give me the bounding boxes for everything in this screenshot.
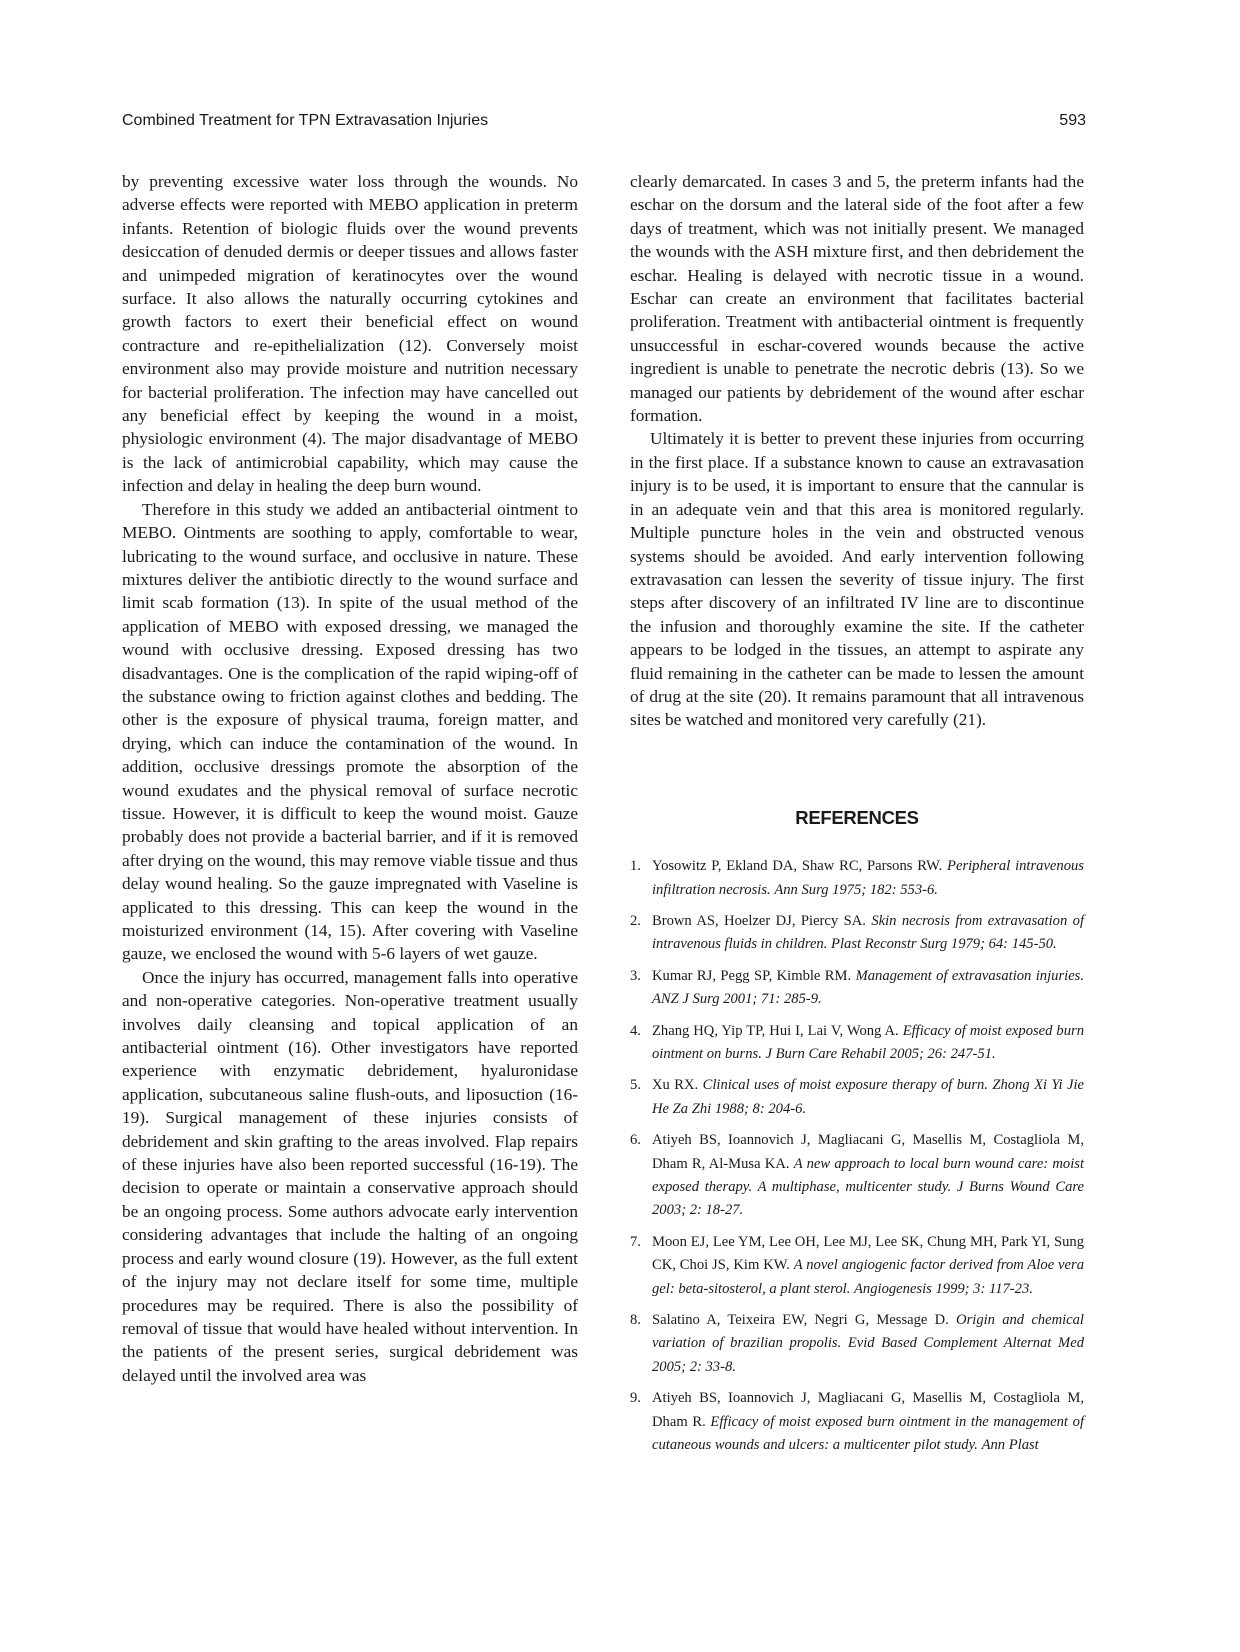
page-number: 593 (1059, 112, 1086, 129)
running-title: Combined Treatment for TPN Extravasation Injuries (122, 112, 489, 129)
reference-item (630, 1231, 1084, 1301)
reference-item (630, 1309, 1084, 1379)
reference-number: 1. (630, 858, 641, 875)
reference-title: Peripheral intravenous infiltration necrosis. (652, 858, 1084, 898)
reference-authors: Moon EJ, Lee YM, Lee OH, Lee MJ, Lee SK, Chung MH, Park YI, Sung CK, Choi JS, Kim KW. (652, 1233, 1084, 1274)
reference-authors: Atiyeh BS, Ioannovich J, Magliacani G, Masellis M, Costagliola M, Dham R. (652, 1390, 1084, 1430)
reference-number: 4. (630, 1022, 641, 1039)
reference-authors: Zhang HQ, Yip TP, Hui I, Lai V, Wong A. (652, 1022, 899, 1039)
reference-item (630, 1074, 1084, 1121)
reference-title: Clinical uses of moist exposure therapy of burn. (702, 1077, 988, 1094)
reference-journal: ANZ J Surg 2001; 71: 285-9. (652, 991, 822, 1008)
right-column (630, 170, 1084, 1590)
reference-authors: Kumar RJ, Pegg SP, Kimble RM. (652, 967, 852, 984)
reference-authors: Atiyeh BS, Ioannovich J, Magliacani G, Masellis M, Costagliola M, Dham R, Al-Musa KA. (652, 1132, 1084, 1172)
reference-title: A novel angiogenic factor derived from Aloe vera gel: beta-sitosterol, a plant sterol. (652, 1257, 1084, 1297)
reference-item (630, 1020, 1084, 1067)
reference-title: Skin necrosis from extravasation of intravenous fluids in children. (652, 912, 1085, 953)
body-paragraph: Once the injury has occurred, management falls into operative and non-operative categories. Non-operative treatment usually involves daily cleansing and topical application of an antibacterial ointment (16). Other investigators have reported experience with enzymatic debridement, hyaluronidase application, subcutaneous saline flush-outs, and liposuction (16-19). Surgical management of these injuries consists of debridement and skin grafting to the areas involved. Flap repairs of these injuries have also been reported successful (16-19). The decision to operate or maintain a conservative approach should be an ongoing process. Some authors advocate early intervention considering advantages that include the halting of an ongoing process and early wound closure (19). However, as the full extent of the injury may not declare itself for some time, multiple procedures may be required. There is also the possibility of removal of tissue that would have healed without intervention. In the patients of the present series, surgical debridement was delayed until the involved area was (122, 967, 578, 1385)
body-paragraph: Therefore in this study we added an antibacterial ointment to MEBO. Ointments are soothing to apply, comfortable to wear, lubricating to the wound surface, and occlusive in nature. These mixtures deliver the antibiotic directly to the wound surface and limit scab formation (13). In spite of the usual method of the application of MEBO with exposed dressing, we managed the wound with occlusive dressing. Exposed dressing has two disadvantages. One is the complication of the rapid wiping-off of the substance owing to friction against clothes and bedding. The other is the exposure of physical trauma, foreign matter, and drying, which can induce the contamination of the wound. In addition, occlusive dressings promote the absorption of the wound exudates and the physical removal of surface necrotic tissue. However, it is difficult to keep the wound moist. Gauze probably does not provide a bacterial barrier, and if it is removed after drying on the wound, this may remove viable tissue and thus delay wound healing. So the gauze impregnated with Vaseline is applicated to this dressing. This can keep the wound in the moisturized environment (14, 15). After covering with Vaseline gauze, we enclosed the wound with 5-6 layers of wet gauze. (122, 499, 578, 964)
reference-journal: Ann Plast (981, 1437, 1039, 1454)
reference-authors: Yosowitz P, Ekland DA, Shaw RC, Parsons RW. (652, 858, 943, 875)
reference-journal: Zhong Xi Yi Jie He Za Zhi 1988; 8: 204-6. (652, 1077, 1084, 1117)
reference-item (630, 965, 1084, 1012)
reference-number: 3. (630, 967, 641, 984)
body-paragraph: by preventing excessive water loss through the wounds. No adverse effects were reported with MEBO application in preterm infants. Retention of biologic fluids over the wound prevents desiccation of denuded dermis or deeper tissues and allows faster and unimpeded migration of keratinocytes over the wound surface. It also allows the naturally occurring cytokines and growth factors to exert their beneficial effect on wound contracture and re-epithelialization (12). Conversely moist environment also may provide moisture and nutrition necessary for bacterial proliferation. The infection may have cancelled out any beneficial effect by keeping the wound in a moist, physiologic environment (4). The major disadvantage of MEBO is the lack of antimicrobial capability, which may cause the infection and delay in healing the deep burn wound. (122, 172, 578, 496)
reference-journal: J Burn Care Rehabil 2005; 26: 247-51. (765, 1046, 996, 1062)
reference-item (630, 1129, 1084, 1223)
reference-item (630, 855, 1084, 902)
reference-journal: Plast Reconstr Surg 1979; 64: 145-50. (831, 936, 1057, 953)
reference-title: A new approach to local burn wound care: moist exposed therapy. A multiphase, multicenter study. (652, 1155, 1084, 1196)
reference-number: 5. (630, 1077, 641, 1094)
reference-title: Efficacy of moist exposed burn ointment on burns. (652, 1022, 1084, 1062)
reference-authors: Xu RX. (652, 1077, 699, 1094)
reference-authors: Salatino A, Teixeira EW, Negri G, Message D. (652, 1312, 949, 1329)
reference-title: Efficacy of moist exposed burn ointment in the management of cutaneous wounds and ulcers: a multicenter pilot study. (652, 1413, 1085, 1454)
reference-title: Management of extravasation injuries. (855, 967, 1084, 984)
reference-item (630, 1387, 1084, 1457)
reference-journal: Evid Based Complement Alternat Med 2005; 2: 33-8. (652, 1335, 1084, 1375)
reference-title: Origin and chemical variation of brazilian propolis. (652, 1312, 1084, 1352)
reference-authors: Brown AS, Hoelzer DJ, Piercy SA. (652, 912, 866, 929)
references-heading: REFERENCES (795, 806, 919, 828)
reference-item (630, 910, 1084, 957)
running-header (122, 112, 1086, 142)
reference-number: 2. (630, 912, 641, 929)
reference-number: 7. (630, 1233, 641, 1250)
reference-number: 6. (630, 1132, 641, 1149)
body-paragraph: clearly demarcated. In cases 3 and 5, the preterm infants had the eschar on the dorsum and the lateral side of the foot after a few days of treatment, which was not initially present. We managed the wounds with the ASH mixture first, and then debridement the eschar. Healing is delayed with necrotic tissue in a wound. Eschar can create an environment that facilitates bacterial proliferation. Treatment with antibacterial ointment is frequently unsuccessful in eschar-covered wounds because the active ingredient is unable to penetrate the necrotic debris (13). So we managed our patients by debridement of the wound after eschar formation. (630, 172, 1084, 426)
left-column (122, 170, 578, 1590)
reference-list (630, 855, 1084, 1457)
reference-number: 8. (630, 1312, 641, 1329)
reference-journal: J Burns Wound Care 2003; 2: 18-27. (652, 1179, 1084, 1219)
body-paragraph: Ultimately it is better to prevent these injuries from occurring in the first place. If a substance known to cause an extravasation injury is to be used, it is important to ensure that the cannular is in an adequate vein and that this area is monitored regularly. Multiple puncture holes in the vein and obstructed venous systems should be avoided. And early intervention following extravasation can lessen the severity of tissue injury. The first steps after discovery of an infiltrated IV line are to discontinue the infusion and thoroughly examine the site. If the catheter appears to be lodged in the tissues, an attempt to aspirate any fluid remaining in the catheter can be made to lessen the amount of drug at the site (20). It remains paramount that all intravenous sites be watched and monitored very carefully (21). (630, 429, 1084, 730)
reference-journal: Ann Surg 1975; 182: 553-6. (774, 881, 938, 898)
reference-journal: Angiogenesis 1999; 3: 117-23. (854, 1280, 1033, 1297)
reference-number: 9. (630, 1390, 641, 1407)
